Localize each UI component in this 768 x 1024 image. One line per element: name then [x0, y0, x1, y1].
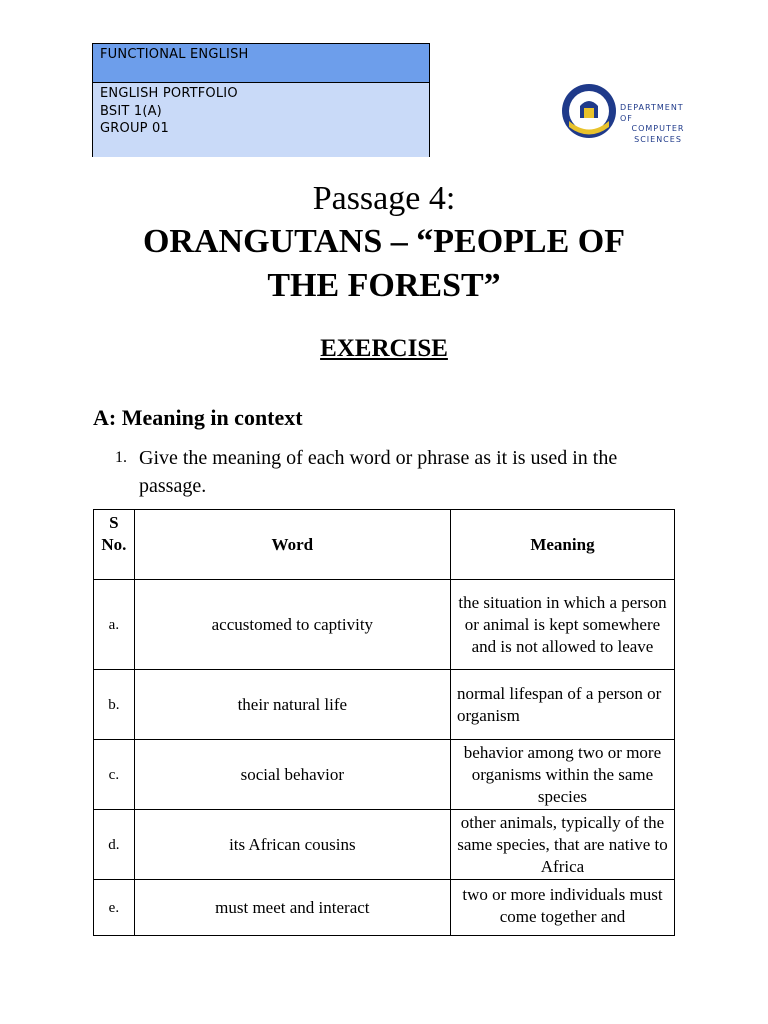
exercise-heading: EXERCISE [320, 335, 448, 362]
question-item [115, 444, 675, 500]
row-meaning: other animals, typically of the same species, that are native to Africa [450, 810, 674, 880]
table-row [94, 670, 675, 740]
row-meaning: normal lifespan of a person or organism [450, 670, 674, 740]
question-number: 1. [115, 449, 127, 466]
row-word: its African cousins [134, 810, 450, 880]
passage-number: Passage 4: [312, 180, 456, 217]
department-label: DEPARTMENT OF COMPUTER SCIENCES [620, 103, 685, 144]
vocabulary-table [93, 509, 675, 936]
logo-emblem-center [584, 108, 594, 118]
row-word: social behavior [134, 740, 450, 810]
portfolio-label: ENGLISH PORTFOLIO [100, 86, 238, 101]
row-sno: a. [94, 580, 135, 670]
row-meaning: the situation in which a person or animal is kept somewhere and is not allowed to leave [450, 580, 674, 670]
section-heading: A: Meaning in context [93, 405, 303, 430]
table-row [94, 810, 675, 880]
class-label: BSIT 1(A) [100, 103, 162, 119]
passage-title-line1: ORANGUTANS – “PEOPLE OF [142, 223, 625, 260]
row-sno: d. [94, 810, 135, 880]
row-word: must meet and interact [134, 880, 450, 936]
header-sno: S No. [94, 510, 135, 580]
row-meaning: two or more individuals must come together and [450, 880, 674, 936]
header-word: Word [134, 510, 450, 580]
course-name: FUNCTIONAL ENGLISH [100, 47, 249, 62]
row-sno: b. [94, 670, 135, 740]
table-row [94, 740, 675, 810]
row-sno: c. [94, 740, 135, 810]
table-row [94, 880, 675, 936]
row-word: accustomed to captivity [134, 580, 450, 670]
header-meaning: Meaning [450, 510, 674, 580]
question-text: Give the meaning of each word or phrase as it is used in the passage. [139, 447, 618, 497]
course-info-box [92, 43, 430, 157]
row-word: their natural life [134, 670, 450, 740]
row-meaning: behavior among two or more organisms within the same species [450, 740, 674, 810]
table-row [94, 580, 675, 670]
passage-title-line2: THE FOREST” [267, 267, 501, 304]
course-banner [93, 44, 429, 83]
row-sno: e. [94, 880, 135, 936]
course-details [93, 83, 429, 157]
group-label: GROUP 01 [100, 121, 169, 136]
table-header-row [94, 510, 675, 580]
